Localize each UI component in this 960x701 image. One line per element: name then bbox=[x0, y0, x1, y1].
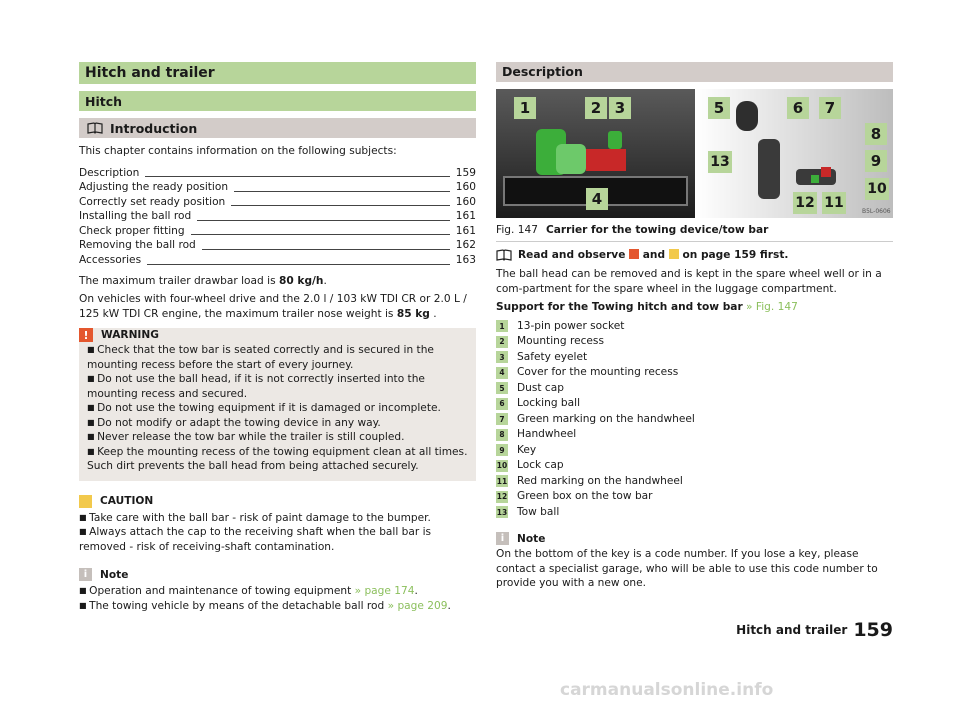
note-text: On the bottom of the key is a code number. If you lose a key, please contact a specialist garage, who will be able to use this code number to provide you with a new one. bbox=[496, 548, 878, 589]
figure-label-7: 7 bbox=[819, 97, 841, 119]
towbar-figure bbox=[496, 89, 893, 218]
caution-item: ■ Always attach the cap to the receiving shaft when the ball bar is removed - risk of receiving-shaft contamination. bbox=[79, 525, 476, 554]
figure-label-1: 1 bbox=[514, 97, 536, 119]
list-item: 4 Cover for the mounting recess bbox=[496, 365, 893, 381]
list-item: 8 Handwheel bbox=[496, 427, 893, 443]
support-line: Support for the Towing hitch and tow bar » Fig. 147 bbox=[496, 301, 798, 313]
note-item: ■ Operation and maintenance of towing equipment » page 174. bbox=[79, 584, 476, 599]
nose-weight-text: On vehicles with four-wheel drive and the 2.0 l / 103 kW TDI CR or 2.0 L / 125 kW TDI CR engine, the maximum trailer nose weight is 85 kg . bbox=[79, 293, 467, 320]
info-icon: i bbox=[79, 568, 92, 581]
warning-item: ■ Check that the tow bar is seated correctly and is secured in the mounting recess before the start of every journey. bbox=[87, 343, 468, 372]
list-item: 12 Green box on the tow bar bbox=[496, 490, 653, 502]
figure-code: B5L-0606 bbox=[862, 208, 891, 215]
book-icon bbox=[87, 122, 103, 134]
intro-text: This chapter contains information on the following subjects: bbox=[79, 145, 397, 157]
list-item: 3 Safety eyelet bbox=[496, 350, 893, 366]
page-link[interactable]: » page 174 bbox=[354, 585, 415, 598]
right-column bbox=[496, 62, 893, 591]
intro-header bbox=[79, 118, 476, 138]
figure-label-4: 4 bbox=[586, 188, 608, 210]
warning-title: WARNING bbox=[101, 329, 159, 342]
figure-label-12: 12 bbox=[793, 192, 817, 214]
caution-title: CAUTION bbox=[100, 495, 154, 508]
toc-entry[interactable]: Correctly set ready position 160 bbox=[79, 195, 476, 208]
list-item: 10 Lock cap bbox=[496, 459, 564, 471]
figure-caption bbox=[496, 224, 893, 242]
warning-item: ■ Do not use the ball head, if it is not correctly inserted into the mounting recess and secured. bbox=[87, 372, 468, 401]
warning-item: ■ Do not use the towing equipment if it is damaged or incomplete. bbox=[87, 401, 468, 416]
page-number: 159 bbox=[853, 619, 893, 641]
toc-entry[interactable]: Accessories 163 bbox=[79, 254, 476, 267]
list-item: 11 Red marking on the handwheel bbox=[496, 474, 683, 487]
figure-label-9: 9 bbox=[865, 150, 887, 172]
list-item: 6 Locking ball bbox=[496, 396, 893, 412]
warning-icon: ! bbox=[79, 328, 93, 342]
note-title: Note bbox=[100, 568, 129, 581]
info-icon: i bbox=[496, 532, 509, 545]
description-title: Description bbox=[496, 62, 893, 82]
footer-chapter: Hitch and trailer bbox=[736, 623, 848, 637]
watermark: carmanualsonline.info bbox=[560, 680, 774, 700]
figure-label-2: 2 bbox=[585, 97, 607, 119]
toc bbox=[79, 166, 476, 268]
figure-label-8: 8 bbox=[865, 123, 887, 145]
list-item: 1 13-pin power socket bbox=[496, 319, 893, 335]
warning-item: ■ Do not modify or adapt the towing device in any way. bbox=[87, 416, 468, 431]
note-title: Note bbox=[517, 532, 546, 545]
figure-label-3: 3 bbox=[609, 97, 631, 119]
figure-number: Fig. 147 bbox=[496, 224, 538, 236]
note-item: ■ The towing vehicle by means of the detachable ball rod » page 209. bbox=[79, 599, 476, 614]
caution-header bbox=[79, 495, 476, 508]
figure-caption-text: Carrier for the towing device/tow bar bbox=[545, 224, 769, 236]
caution-icon bbox=[79, 495, 92, 508]
toc-entry[interactable]: Adjusting the ready position 160 bbox=[79, 181, 476, 194]
warning-icon bbox=[629, 249, 639, 259]
list-item: 13 Tow ball bbox=[496, 505, 560, 518]
figure-label-6: 6 bbox=[787, 97, 809, 119]
page-link[interactable]: » page 209 bbox=[387, 599, 448, 612]
figure-label-13: 13 bbox=[708, 151, 732, 173]
list-item: 7 Green marking on the handwheel bbox=[496, 412, 893, 428]
figure-link[interactable]: » Fig. 147 bbox=[742, 301, 798, 313]
book-icon bbox=[496, 249, 512, 261]
note-header bbox=[79, 568, 476, 581]
subsection-title: Hitch bbox=[79, 91, 476, 111]
figure-label-11: 11 bbox=[822, 192, 846, 214]
section-title: Hitch and trailer bbox=[79, 62, 476, 84]
list-item: 5 Dust cap bbox=[496, 381, 893, 397]
warning-item: ■ Keep the mounting recess of the towing equipment clean at all times. Such dirt prevents the ball head from being attached securely. bbox=[87, 445, 468, 474]
page-footer bbox=[736, 619, 893, 641]
figure-label-5: 5 bbox=[708, 97, 730, 119]
note-header bbox=[496, 532, 893, 545]
list-item: 9 Key bbox=[496, 443, 893, 459]
left-column bbox=[79, 62, 476, 613]
toc-entry[interactable]: Description 159 bbox=[79, 166, 476, 179]
warning-box bbox=[79, 328, 476, 481]
warning-item: ■ Never release the tow bar while the trailer is still coupled. bbox=[87, 430, 468, 445]
toc-entry[interactable]: Check proper fitting 161 bbox=[79, 224, 476, 237]
caution-icon bbox=[669, 249, 679, 259]
intro-title: Introduction bbox=[110, 120, 198, 136]
toc-entry[interactable]: Installing the ball rod 161 bbox=[79, 210, 476, 223]
caution-item: ■ Take care with the ball bar - risk of paint damage to the bumper. bbox=[79, 511, 476, 526]
ballhead-text: The ball head can be removed and is kept in the spare wheel well or in a com-partment for the spare wheel in the luggage compartment. bbox=[496, 268, 882, 295]
list-item: 2 Mounting recess bbox=[496, 334, 893, 350]
figure-label-10: 10 bbox=[865, 178, 889, 200]
component-list bbox=[496, 319, 893, 521]
toc-entry[interactable]: Removing the ball rod 162 bbox=[79, 239, 476, 252]
read-observe-line: Read and observe and on page 159 first. bbox=[496, 249, 893, 261]
drawbar-text: The maximum trailer drawbar load is 80 kg/h. bbox=[79, 274, 327, 287]
